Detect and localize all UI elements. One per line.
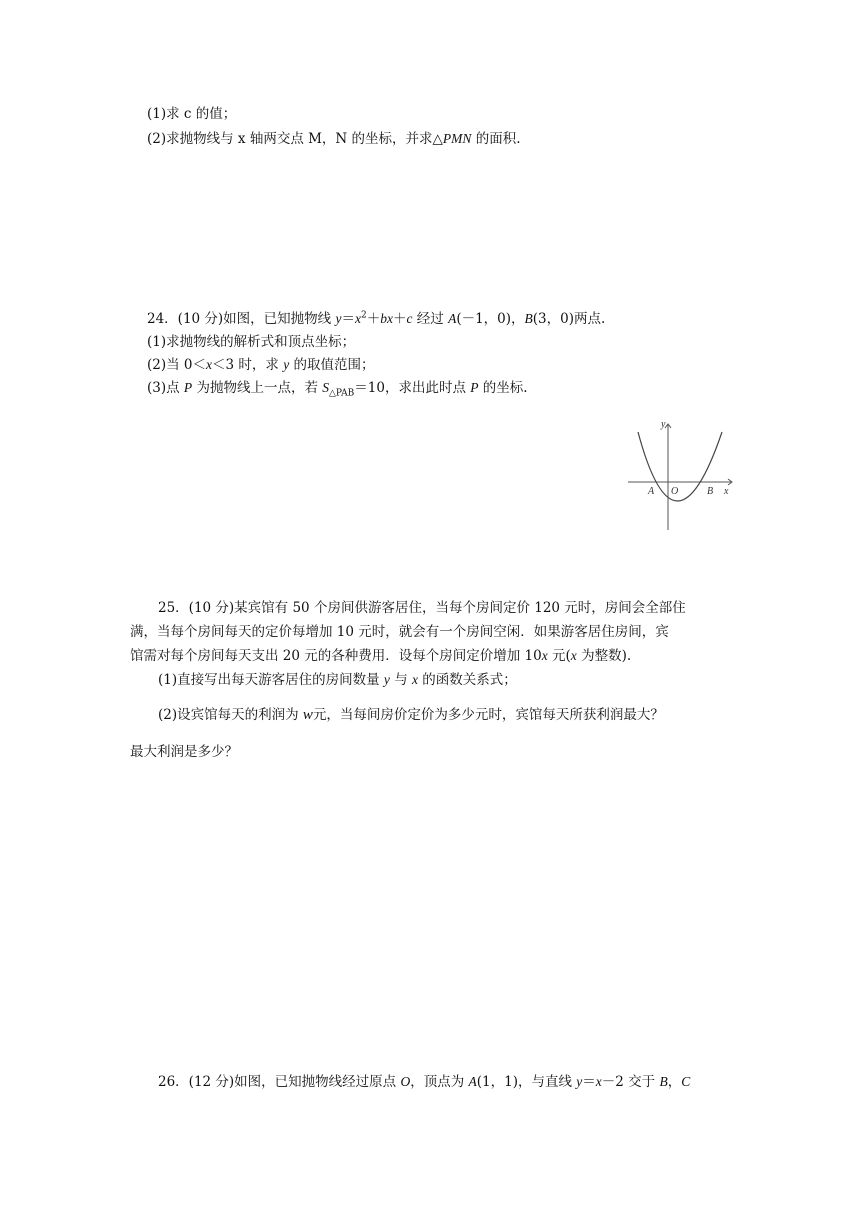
q25-line2: 满，当每个房间每天的定价每增加 10 元时，就会有一个房间空闲．如果游客居住房间，宾 [130, 624, 669, 640]
q26-stem: 26．(12 分)如图，已知抛物线经过原点 O，顶点为 A(1，1)，与直线 y＝x－2 交于 B，C [158, 1074, 691, 1090]
q23-part1: (1)求 c 的值； [147, 106, 237, 122]
q25-part1: (1)直接写出每天游客居住的房间数量 y 与 x 的函数关系式； [158, 672, 517, 688]
q23-part2: (2)求抛物线与 x 轴两交点 M，N 的坐标，并求△PMN 的面积. [147, 131, 521, 147]
point-a-label: A [648, 486, 655, 497]
y-axis-label: y [661, 419, 666, 430]
q24-part1: (1)求抛物线的解析式和顶点坐标； [147, 334, 356, 350]
parabola-figure [626, 418, 738, 536]
q25-line1: 25．(10 分)某宾馆有 50 个房间供游客居住，当每个房间定价 120 元时，房间会全部住 [158, 600, 686, 616]
q25-line3: 馆需对每个房间每天支出 20 元的各种费用．设每个房间定价增加 10x 元(x 为整数). [130, 648, 632, 664]
x-axis-label: x [724, 486, 729, 497]
q25-part2: (2)设宾馆每天的利润为 w元，当每间房价定价为多少元时，宾馆每天所获利润最大？ [158, 707, 664, 723]
point-b-label: B [707, 486, 714, 497]
q24-stem: 24．(10 分)如图，已知抛物线 $y=x^2+bx+c$ 经过 A(－1，0)，B(3，0)两点. [147, 310, 606, 327]
q24-part3: (3)点 P 为抛物线上一点，若 $S_{\triangle PAB}=10$，求出此时点 P 的坐标. [147, 380, 528, 399]
origin-label: O [671, 486, 679, 497]
q25-part2-line2: 最大利润是多少？ [130, 744, 238, 760]
q24-part2: (2)当 0＜x＜3 时，求 y 的取值范围； [147, 357, 375, 373]
